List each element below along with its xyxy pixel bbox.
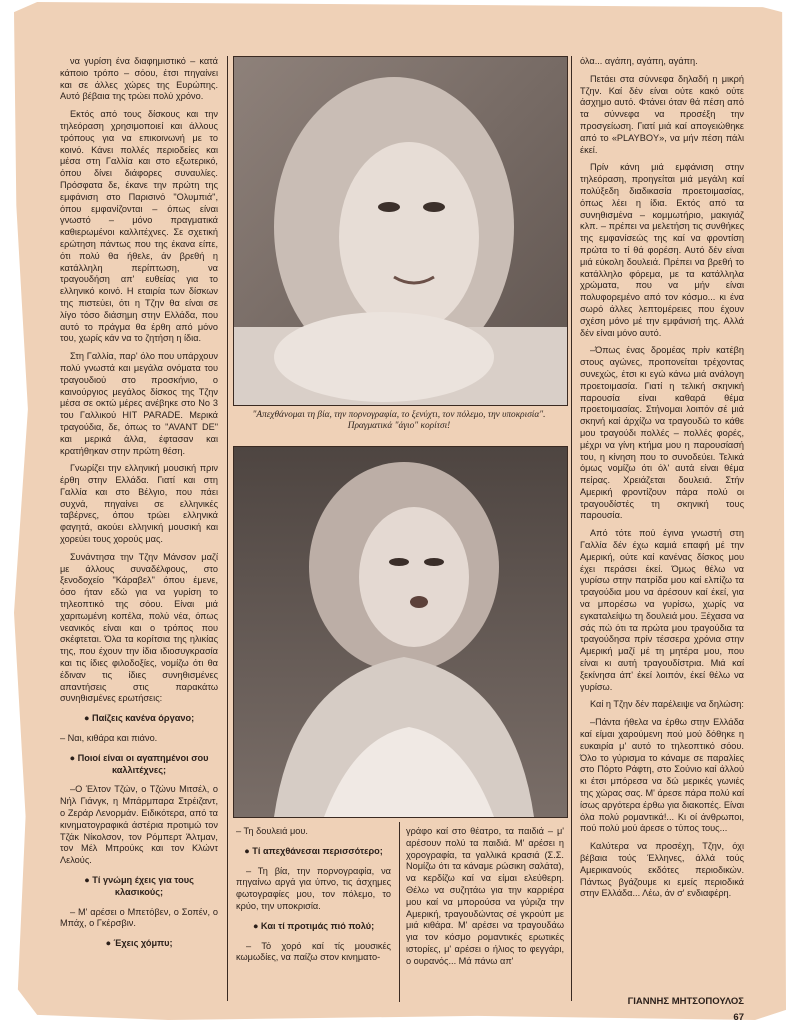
article-paragraph: όλα... αγάπη, αγάπη, αγάπη.	[580, 56, 698, 66]
portrait-photo-bottom-image	[234, 447, 567, 817]
column-rule-right	[571, 56, 572, 1001]
article-paragraph: –Πάντα ήθελα να έρθω στην Ελλάδα καί είμαι χαρούμενη πού μού δόθηκε η ευκαιρία μ' αυτό το τηλεοπτικό σόου. Όλο το γύρισμα το κάναμε σε παραλίες στο Πόρτο Ράφτη, στο Σούνιο καί άλλού κι έτσι μπόρεσα να δώ μερικές γωνιές της χώρας σας. Μ' άρεσε πάρα πολύ καί ίσως αργότερα έρθω για διακοπές. Είναι όλα πολύ ρομαντικά!... Κι οί άνθρωποι, πού πολύ μού άρεσε ο τύπος τους...	[580, 717, 744, 834]
article-paragraph: Καλύτερα να προσέχη, Τζην, όχι βέβαια τούς Έλληνες, άλλά τούς Αμερικανούς εκδότες περιοδικών. Πάντως βγάζουμε κι εμείς περιοδικά στην Ελλάδα... Λέω, άν σ' ενδιαφέρη.	[580, 841, 744, 899]
article-paragraph: Στη Γαλλία, παρ' όλο που υπάρχουν πολύ γνωστά και μεγάλα ονόματα του τραγουδιού στο προσκήνιο, ο καινούργιος μεγάλος δίσκος της Τζην μέσα σε οκτώ μέρες ανέβηκε στο Νο 3 του Γαλλικού HIT PARADE. Μερικά τραγούδια, δε, όπως το "AVANT DE" και μερικά άλλα, έφτασαν και κρατήθηκαν στην πρώτη θέση.	[60, 351, 218, 456]
article-paragraph: – Τη βία, την πορνογραφία, να πηγαίνω αργά για ύπνο, τις άσχημες φωτογραφίες μου, τον πόλεμο, το κρύο, την υποκρισία.	[236, 865, 391, 911]
portrait-photo-top	[233, 56, 568, 406]
article-paragraph: Εκτός από τους δίσκους και την τηλεόραση χρησιμοποιεί και άλλους τρόπους για να επικοινωνή με το κοινό. Κάνει πολλές περιοδείες και μέσα στη Γαλλία και στο εξωτερικό, όπου δίνει διάφορες συναυλίες. Πρόσφατα δε, έκανε την πρώτη της εμφάνιση στο Παρισινό "Ολυμπιά", όπου εμφανίζονται – όπως είναι γνωστό – μόνο πραγματικά καθιερωμένοι καλλιτέχνες. Σε σχετική ερώτηση πάντως που της έκανα είπε, ότι πολύ θα ήθελε, άν βρεθή η κατάλληλη περίπτωση, να τραγουδήση απ' ευθείας για το ελληνικό κοινό. Η εταιρία των δίσκων της πιστεύει, ότι η Τζην θα είναι σε λίγο τόσο διάσημη στην Ελλάδα, που αυτό το πράγμα θα έρθη από μόνο του, χωρίς κάν να το ζητήση η ίδια.	[60, 109, 218, 344]
article-paragraph: Πρίν κάνη μιά εμφάνιση στην τηλεόραση, προηγείται μιά μεγάλη καί πολύξεδη διαδικασία προετοιμασίας, όπως λέει η ίδια. Εκτός από τα συνηθισμένα – κομμωτήριο, μακιγιάζ κλπ. – πρέπει να μελετήση τις συνθήκες της εμφανίσεώς της καί να φροντίση πρώτα το τί θά φορέση. Αυτό δέν είναι μιά εύκολη δουλειά. Πρέπει να βρεθή το κατάλληλο φόρεμα, με τα κατάλληλα χρώματα, που να μήν είναι πολυφορεμένο από τον κόσμο... κι ένα σωρό άλλες λεπτομέρειες που έχουν σχέση μόνο μέ την εμφάνισή της. Αλλά δέν είναι μόνο αυτό.	[580, 162, 744, 338]
interview-question: ● Παίζεις κανένα όργανο;	[83, 713, 195, 724]
article-paragraph: Συνάντησα την Τζην Μάνσον μαζί με άλλους συναδέλφους, στο ξενοδοχείο "Κάραβελ" όπου έμενε, όσο ήταν εδώ για να γυρίση το τηλεοπτικό της σόου. Είναι μιά χαριτωμένη κοπέλα, πολύ νέα, όπως νεανικός είναι και ο τρόπος που σκέφτεται. Όλα τα κορίτσια της ηλικίας της, που έχουν την ίδια ιδιοσυγκρασία και τις ίδιες φιλοδοξίες, νομίζω ότι θα έδιναν τις ίδιες συνηθισμένες απαντήσεις στις παρακάτω συνηθισμένες ερωτήσεις:	[60, 551, 218, 704]
photo-caption: "Απεχθάνομαι τη βία, την πορνογραφία, το ξενύχτι, τον πόλεμο, την υποκρισία". Πραγματικά "άγιο" κορίτσι!	[252, 410, 546, 431]
article-column-3	[406, 826, 564, 974]
article-paragraph: Καί η Τζην δέν παρέλειψε να δηλώση:	[590, 699, 744, 710]
article-paragraph: Πετάει στα σύννεφα δηλαδή η μικρή Τζην. Καί δέν είναι ούτε κακό ούτε άσχημο αυτό. Φτάνει όταν θά πέση από τα σύννεφα να προσέξη την προσγείωση. Γιατί μιά καί απογειώθηκε από το «PLAYBOY», να μήν πέση πάλι έκεί.	[580, 73, 744, 155]
column-rule-middle	[399, 822, 400, 1002]
article-paragraph: –Ο Έλτον Τζών, ο Τζώνυ Μιτσέλ, ο Νήλ Γιάνγκ, η Μπάρμπαρα Στρέιζαντ, ο Ζεράρ Λενορμάν. Ειδικότερα, από τα κινηματογραφικά άστέρια προτιμώ τον Τζάκ Νίκολσον, τον Ρόμπερτ Άλτμαν, τον Μέλ Μπρούκς και τον Κλώντ Λελούς.	[60, 784, 218, 866]
column-rule-left	[227, 56, 228, 1001]
article-paragraph: να γυρίση ένα διαφημιστικό – κατά κάποιο τρόπο – σόου, έτσι πηγαίνει και σε άλλες χώρες της Ευρώπης. Αυτό βέβαια της τρώει πολύ χρόνο.	[60, 56, 218, 102]
article-paragraph: – Τη δουλειά μου.	[236, 826, 308, 836]
interview-question: ● Ποιοί είναι οι αγαπημένοι σου καλλιτέχνες;	[69, 752, 209, 775]
interview-question: ● Τί γνώμη έχεις για τους κλασικούς;	[84, 875, 194, 897]
article-paragraph: γράφο καί στο θέατρο, τα παιδιά – μ' αρέσουν πολύ τα παιδιά. Μ' αρέσει η χορογραφία, τα γαλλικά κρασιά (Σ.Σ. Νομίζω ότι τα κάναμε ρώσικη σαλάτα), να κερδίζω καί να είμαι ελεύθερη. Θέλω να συζητάω για την καρριέρα μου καί να μπορούσα να γύριζα την Αμερική, τραγουδώντας σέ γκρούπ με μιά κιθάρα. Μ' αρέσει να τραγουδάω για τον κόσμο ρομαντικές ερωτικές ιστορίες, μ' αρέσει ο ήλιος το φεγγάρι, ο ουρανός... Μά πάνω απ'	[406, 826, 564, 966]
interview-question: ● Και τί προτιμάς πιό πολύ;	[252, 920, 375, 931]
article-paragraph: – Τό χορό καί τίς μουσικές κωμωδίες, να παίζω στον κινηματο-	[236, 940, 391, 963]
article-paragraph: Από τότε πού έγινα γνωστή στη Γαλλία δέν έχω καμιά επαφή μέ την Αμερική, ούτε καί κανένας δίσκος μου έχει περάσει έκεί. Όμως θέλω να γυρίσω στην πατρίδα μου καί ελπίζω τα τραγούδια μου να άρέσουν καί έκεί, για να μπορέσω να γυρίσω, χωρίς να εγκαταλείψω τη δουλειά μου. Ξέχασα να σάς πώ ότι τα πρώτα μου τραγούδια τα τραγούδησα πρίν τέσσερα χρόνια στην Αμερική μαζί μέ τη μητέρα μου, που είναι κι αυτή τραγουδίστρια. Μιά καί ξεκίνησα άπ' έκεί λοιπόν, έκεί θέλω να γυρίσω.	[580, 528, 744, 692]
article-paragraph: – Ναι, κιθάρα και πιάνο.	[60, 733, 158, 744]
author-signature: ΓΙΑΝΝΗΣ ΜΗΤΣΟΠΟΥΛΟΣ	[627, 996, 744, 1007]
article-paragraph: – Μ' αρέσει ο Μπετόβεν, ο Σοπέν, ο Μπάχ, ο Γκέρσβιν.	[60, 906, 218, 929]
article-paragraph: Γνωρίζει την ελληνική μουσική πριν έρθη στην Ελλάδα. Γιατί και στη Γαλλία και στο Βέλγιο, που πάει συχνά, πηγαίνει σε ελληνικές ταβέρνες, όπου τρώει ελληνικά φαγητά, ακούει ελληνική μουσική και χορεύει τους χορούς μας.	[60, 463, 218, 545]
interview-question: ● Τί απεχθάνεσαι περισσότερο;	[244, 845, 383, 856]
article-column-2	[236, 826, 391, 970]
article-column-1	[60, 56, 218, 958]
page-number: 67	[733, 1012, 744, 1023]
interview-question: ● Έχεις χόμπυ;	[105, 938, 173, 949]
article-column-4	[580, 56, 744, 906]
portrait-photo-bottom	[233, 446, 568, 818]
portrait-photo-top-image	[234, 57, 567, 405]
article-paragraph: –Όπως ένας δρομέας πρίν κατέβη στους αγώνες, προπονείται τρέχοντας συνεχώς, έτσι κι εγώ κάνω μιά ανάλογη προετοιμασία. Γιατί η τελική σκηνική παρουσία είναι καθαρά θέμα προετοιμασίας. Στήνομαι λοιπόν σέ μιά σκηνή καί άρχίζω να τραγουδώ το κάθε μου τραγούδι πολλές – πολλές φορές, μέχρι να γίνη κτήμα μου η παρουσίασή του, η κίνηση που το συνοδεύει. Τελικά όμως νομίζω ότι όλ' αυτά είναι θέμα πείρας. Χρειάζεται δουλειά. Στήν Αμερική φροντίζουν πάρα πολύ οι τραγουδίστές τη σκηνική τους παρουσία.	[580, 345, 744, 521]
